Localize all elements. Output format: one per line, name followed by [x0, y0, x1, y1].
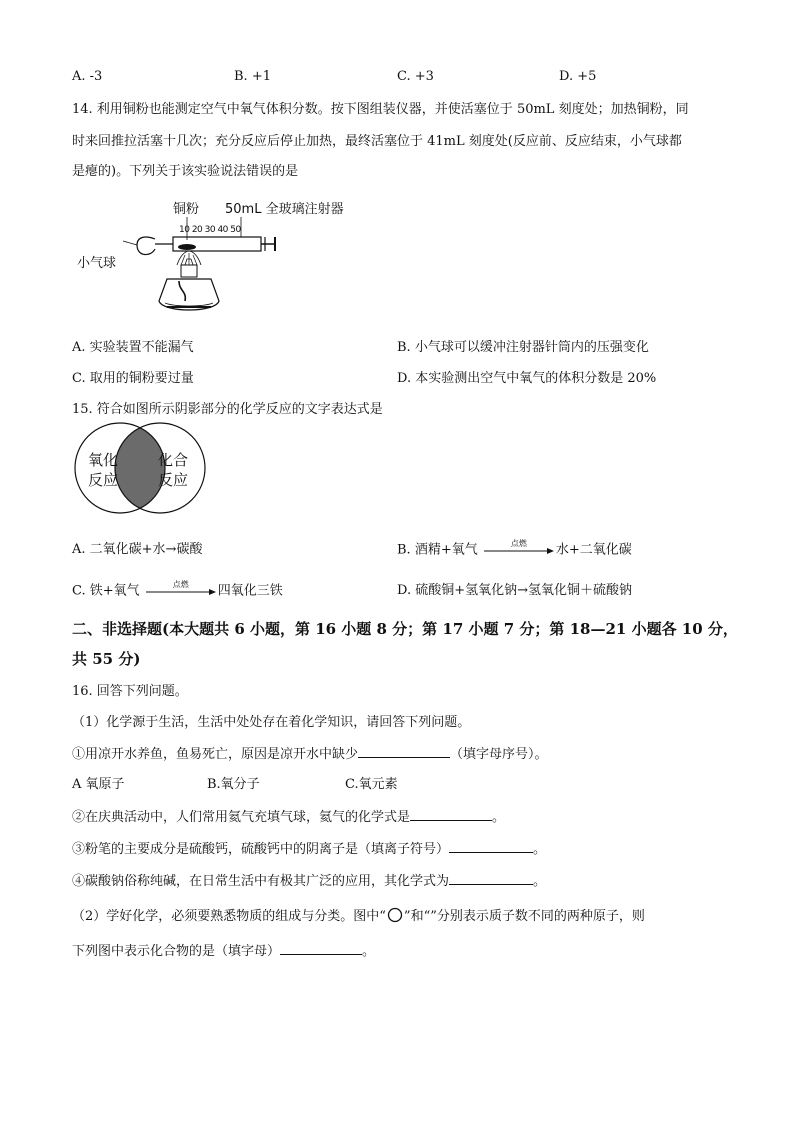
venn-left-line2: 反应: [88, 471, 119, 489]
q15-option-d: D. 硫酸铜+氢氧化钠→氢氧化铜＋硫酸钠: [397, 583, 633, 598]
label-copper-powder: 铜粉: [173, 202, 200, 217]
q14-option-c: C. 取用的铜粉要过量: [72, 371, 194, 386]
q16-part2-text-cont: ”和“”分别表示质子数不同的两种原子，则: [403, 909, 645, 924]
q13-option-d: D. +5: [559, 69, 597, 84]
q14-stem-line3: 是瘪的)。下列关于该实验说法错误的是: [72, 164, 299, 179]
q14-option-b: B. 小气球可以缓冲注射器针筒内的压强变化: [397, 340, 649, 355]
q13-option-c: C. +3: [397, 69, 434, 84]
section2-header-line1: 二、非选择题(本大题共 6 小题，第 16 小题 8 分；第 17 小题 7 分；第 18—21 小题各 10 分，: [72, 620, 738, 638]
q16-part2-question: 下列图中表示化合物的是（填字母）: [72, 944, 281, 959]
arrow-icon: [484, 548, 554, 554]
q15-stem: 15. 符合如图所示阴影部分的化学反应的文字表达式是: [72, 402, 383, 417]
q15-option-b: [397, 539, 632, 559]
q15-option-c: [72, 580, 283, 600]
q16-item4-text: ④碳酸钠俗称纯碱，在日常生活中有极其广泛的应用，其化学式为: [72, 874, 450, 889]
q16-part2-line2: [72, 942, 375, 960]
reaction-arrow: [146, 580, 216, 599]
q16-item4-suffix: 。: [533, 874, 547, 889]
syringe-scale: 10 20 30 40 50: [179, 225, 241, 235]
venn-diagram: [74, 420, 206, 518]
q16-part1-intro: （1）化学源于生活，生活中处处存在着化学知识，请回答下列问题。: [72, 715, 471, 730]
q15-option-b-products: 水+二氧化碳: [555, 542, 632, 558]
answer-blank[interactable]: [358, 745, 450, 758]
q15-option-a: A. 二氧化碳+水→碳酸: [72, 542, 203, 557]
q16-part2-text: （2）学好化学，必须要熟悉物质的组成与分类。图中“: [72, 909, 386, 924]
label-balloon: 小气球: [77, 256, 117, 271]
venn-left-line1: 氧化: [88, 451, 119, 469]
q14-option-a: A. 实验装置不能漏气: [72, 340, 194, 355]
q14-stem-line1: 14. 利用铜粉也能测定空气中氧气体积分数。按下图组装仪器，并使活塞位于 50mL 刻度处；加热铜粉，同: [72, 102, 689, 117]
q16-part1-item2: [72, 808, 505, 826]
venn-right-line2: 反应: [158, 471, 189, 489]
answer-blank[interactable]: [449, 840, 533, 853]
q16-item3-text: ③粉笔的主要成分是硫酸钙，硫酸钙中的阴离子是（填离子符号）: [72, 842, 450, 857]
q16-part1-item1: [72, 745, 548, 763]
q13-option-a: A. -3: [72, 69, 103, 84]
white-atom-circle-icon: [387, 907, 403, 923]
arrow-icon: [146, 589, 216, 595]
q16-item2-suffix: 。: [492, 810, 506, 825]
q16-part2-line1: [72, 907, 645, 925]
q16-item1-text: ①用凉开水养鱼，鱼易死亡，原因是凉开水中缺少: [72, 747, 359, 762]
reaction-condition: 点燃: [510, 539, 527, 548]
q16-choice-a: A 氧原子: [72, 777, 125, 792]
answer-blank[interactable]: [449, 872, 533, 885]
answer-blank[interactable]: [280, 942, 362, 955]
answer-blank[interactable]: [410, 808, 492, 821]
q16-part1-item4: [72, 872, 546, 890]
q15-option-c-reactants: C. 铁+氧气: [72, 583, 140, 599]
q14-option-d: D. 本实验测出空气中氧气的体积分数是 20%: [397, 371, 657, 386]
section2-header-line2: 共 55 分): [72, 650, 141, 668]
q14-stem-line2: 时来回推拉活塞十几次；充分反应后停止加热，最终活塞位于 41mL 刻度处(反应前、反应结束，小气球都: [72, 134, 682, 149]
q16-choice-b: B.氧分子: [207, 777, 260, 792]
q15-option-b-reactants: B. 酒精+氧气: [397, 542, 478, 558]
q16-part2-suffix: 。: [362, 944, 376, 959]
syringe-apparatus-figure: [75, 195, 344, 325]
q13-option-b: B. +1: [234, 69, 271, 84]
q16-choice-c: C.氧元素: [345, 777, 398, 792]
label-glass-syringe: 50mL 全玻璃注射器: [225, 202, 344, 217]
q15-option-c-products: 四氧化三铁: [217, 583, 283, 599]
q16-part1-item3: [72, 840, 546, 858]
q16-item3-suffix: 。: [533, 842, 547, 857]
q16-item1-suffix: （填字母序号）。: [450, 747, 548, 762]
q16-stem: 16. 回答下列问题。: [72, 684, 188, 699]
q16-item2-text: ②在庆典活动中，人们常用氦气充填气球，氦气的化学式是: [72, 810, 411, 825]
reaction-arrow: [484, 539, 554, 558]
reaction-condition: 点燃: [172, 580, 189, 589]
venn-right-line1: 化合: [158, 451, 189, 469]
